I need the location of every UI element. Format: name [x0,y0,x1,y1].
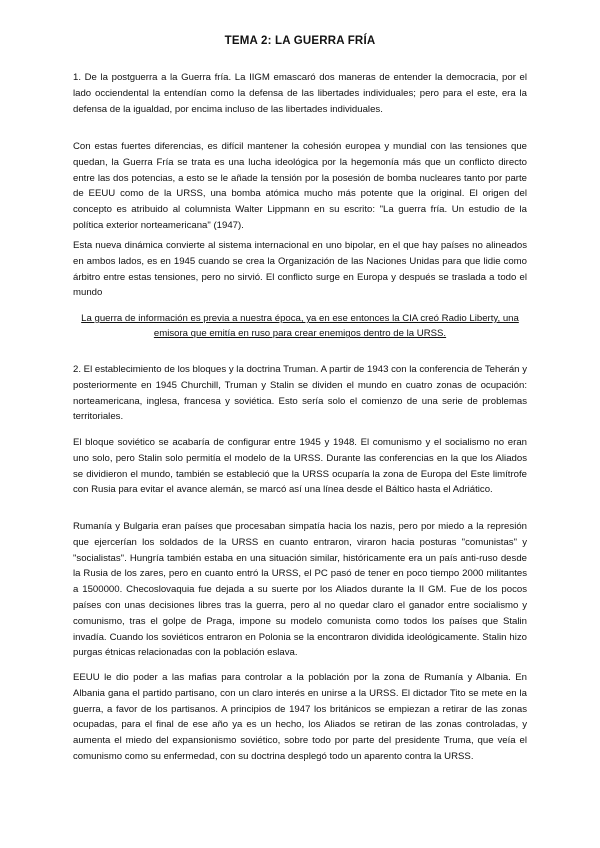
page-title: TEMA 2: LA GUERRA FRÍA [224,35,376,47]
paragraph-eeuu-mafias: EEUU le dio poder a las mafias para controlar a la población por la zona de Rumanía y Albania. En Albania gana el partido partisano, con un claro interés en unirse a la URSS. El dictador Tito se mete en la guerra, a favor de los partisanos. A principios de 1947 los británicos se empiezan a retirar de las zonas ocupadas, para el final de ese año ya es un hecho, los Aliados se retiran de las zonas controladas, y aumenta el miedo del expansionismo soviético, sobre todo por parte del presidente Truma, que veía el comunismo como su enfermedad, con su doctrina desplegó todo un aparento contra la URSS. [73,672,527,762]
paragraph-diferencias: Con estas fuertes diferencias, es difícil mantener la cohesión europea y mundial con las tensiones que quedan, la Guerra Fría se trata es una lucha ideológica por la hegemonía más que un conflicto directo entre las dos potencias, a esto se le añade la tensión por la posesión de bomba nucleares tanto por parte de EEUU como de la URSS, una bomba atómica mucho más potente que la original. El origen del concepto es atribuido al columnista Walter Lippmann en su escrito: "La guerra fría. Un estudio de la política exterior norteamericana" (1947). [73,141,527,231]
highlighted-note: La guerra de información es previa a nuestra época, ya en ese entonces la CIA creó Radio Liberty, una emisora que emitía en ruso para crear enemigos dentro de la URSS. [81,313,519,340]
paragraph-rumania-bulgaria: Rumanía y Bulgaria eran países que procesaban simpatía hacia los nazis, pero por miedo a la represión que ejercerían los soldados de la URSS en cuanto entraron, viraron hacia posturas "comunistas" y "socialistas". Hungría también estaba en una situación similar, históricamente era un país anti-ruso desde la Rusia de los zares, pero en cuanto entró la URSS, el PC pasó de tener en poco tiempo 2000 militantes a 1500000. Checoslovaquia fue dejada a su suerte por los Aliados durante la II GM. Fue de los pocos países con unas decisiones libres tras la guerra, pero al no quedar claro el ganador entre socialismo y comunismo, tras el golpe de Praga, impone su modelo comunista como todos los países que Stalin invadía. Cuando los soviéticos entraron en Polonia se la encontraron dividida ideológicamente. Stalin hizo purgas étnicas relacionadas con la población eslava. [73,521,527,659]
paragraph-bloques: 2. El establecimiento de los bloques y la doctrina Truman. A partir de 1943 con la conferencia de Teherán y posteriormente en 1945 Churchill, Truman y Stalin se dividen el mundo en cuatro zonas de ocupación: norteamericana, inglesa, francesa y soviética. Esto sería solo el comienzo de una serie de problemas territoriales. [73,364,527,423]
paragraph-bipolar: Esta nueva dinámica convierte al sistema internacional en uno bipolar, en el que hay países no alineados en ambos lados, es en 1945 cuando se crea la Organización de las Naciones Unidas para que lidie como árbitro entre estas tensiones, pero no sirvió. El conflicto surge en Europa y después se traslada a todo el mundo [73,240,527,299]
paragraph-postguerra: 1. De la postguerra a la Guerra fría. La IIGM emascaró dos maneras de entender la democracia, por el lado occiendental la entendían como la defensa de las libertades individuales; pero para el este, era la defensa de la igualdad, por encima incluso de las libertades individuales. [73,72,527,115]
paragraph-bloque-sovietico: El bloque soviético se acabaría de configurar entre 1945 y 1948. El comunismo y el socialismo no eran uno solo, pero Stalin solo permitía el modelo de la URSS. Durante las conferencias en la que los Aliados se dividieron el mundo, también se estableció que la URSS ocuparía la zona de Europa del Este limítrofe con Rusia para evitar el avance alemán, se marcó así una línea desde el Báltico hasta el Adriático. [73,437,527,496]
